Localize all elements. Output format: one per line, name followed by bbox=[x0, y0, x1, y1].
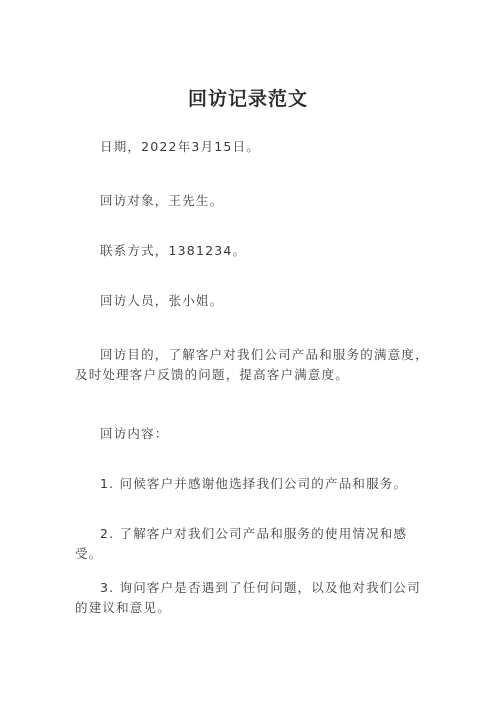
paragraph-visit-target: 回访对象，王先生。 bbox=[100, 193, 224, 208]
paragraph-purpose: 回访目的，了解客户对我们公司产品和服务的满意度，及时处理客户反馈的问题，提高客户满意度。 bbox=[75, 347, 429, 382]
paragraph-content-heading: 回访内容： bbox=[100, 426, 169, 441]
paragraph-date: 日期，2022年3月15日。 bbox=[100, 139, 260, 154]
list-item-3: 3. 询问客户是否遇到了任何问题，以及他对我们公司的建议和意见。 bbox=[75, 580, 421, 615]
paragraph-visitor: 回访人员，张小姐。 bbox=[100, 293, 224, 308]
paragraph-contact: 联系方式，1381234。 bbox=[100, 243, 247, 258]
list-item-2: 2. 了解客户对我们公司产品和服务的使用情况和感受。 bbox=[75, 526, 408, 561]
list-item-1: 1. 问候客户并感谢他选择我们公司的产品和服务。 bbox=[100, 476, 408, 491]
document-title: 回访记录范文 bbox=[187, 88, 308, 110]
